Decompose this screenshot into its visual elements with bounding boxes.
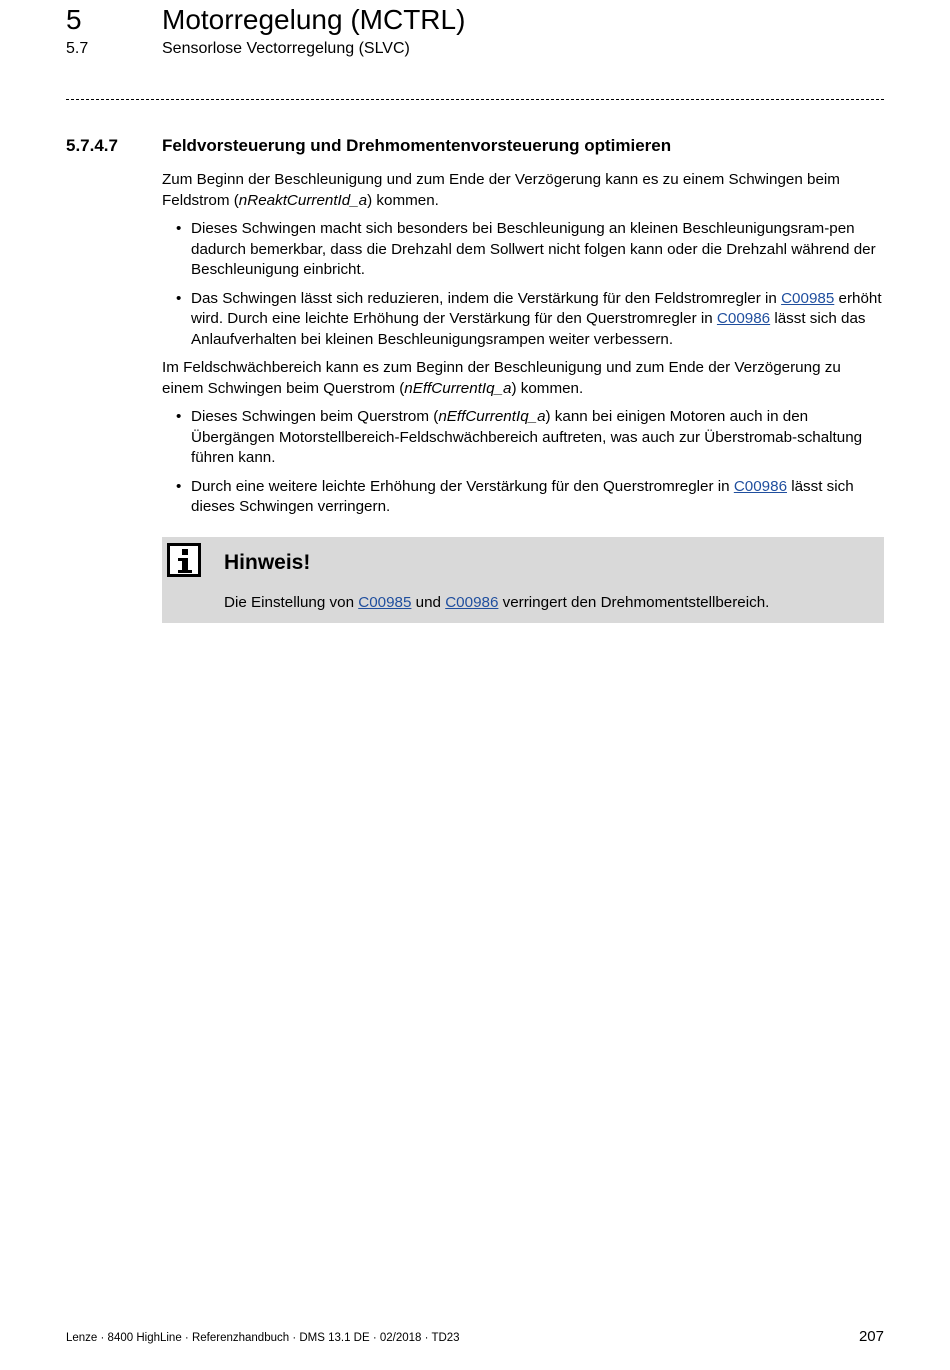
- section-number: 5.7: [66, 40, 89, 57]
- text-run: Die Einstellung von: [224, 594, 359, 611]
- link-c00985[interactable]: C00985: [358, 594, 412, 611]
- text-run: Dieses Schwingen beim Querstrom (: [191, 408, 439, 425]
- text-run: ) kann bei einigen Motoren auch in den Übergängen Motorstellbereich-Feldschwächbereich auftreten, was auch zur Überstromab-schaltung führen kann.: [191, 408, 863, 466]
- note-title: Hinweis!: [224, 551, 311, 574]
- chapter-number: 5: [66, 4, 82, 35]
- link-c00986[interactable]: C00986: [716, 310, 771, 327]
- list-item: [162, 477, 886, 518]
- text-run: ) kommen.: [511, 379, 584, 397]
- list-item: [162, 289, 886, 351]
- note-box: [162, 537, 884, 623]
- chapter-title: Motorregelung (MCTRL): [162, 4, 466, 35]
- paragraph-field-current: [162, 170, 886, 211]
- link-c00986[interactable]: C00986: [733, 477, 788, 495]
- text-run: Dieses Schwingen macht sich besonders bei Beschleunigung an kleinen Beschleunigungsram-pen dadurch bemerkbar, dass die Drehzahl dem Sollwert nicht folgen kann oder die Drehzahl während der Beschleunigung einbricht.: [191, 220, 876, 278]
- body-text: [162, 170, 886, 526]
- variable-name: nEffCurrentIq_a: [438, 408, 546, 425]
- text-run: Durch eine weitere leichte Erhöhung der Verstärkung für den Querstromregler in: [191, 477, 734, 495]
- bullet-list-field-current: [162, 219, 886, 350]
- text-run: Zum Beginn der Beschleunigung und zum Ende der Verzögerung kann es zu einem Schwingen beim Feldstrom (: [162, 171, 840, 209]
- text-run: lässt sich das Anlaufverhalten bei kleinen Beschleunigungsrampen weiter verbessern.: [191, 310, 866, 348]
- subsection-number: 5.7.4.7: [66, 136, 118, 155]
- subsection-title: Feldvorsteuerung und Drehmomentenvorsteuerung optimieren: [162, 136, 672, 155]
- variable-name: nReaktCurrentId_a: [238, 191, 368, 209]
- bullet: •: [176, 289, 182, 307]
- text-run: und: [411, 594, 446, 611]
- text-run: Im Feldschwächbereich kann es zum Beginn der Beschleunigung und zum Ende der Verzögerung zu einem Schwingen beim Querstrom (: [162, 359, 841, 397]
- link-c00985[interactable]: C00985: [781, 289, 835, 307]
- link-c00986[interactable]: C00986: [445, 594, 499, 611]
- list-item: [162, 407, 886, 469]
- bullet: •: [176, 220, 182, 237]
- section-title: Sensorlose Vectorregelung (SLVC): [162, 40, 410, 57]
- header-divider: [66, 99, 884, 100]
- info-icon: [167, 543, 201, 577]
- footer-text: Lenze · 8400 HighLine · Referenzhandbuch · DMS 13.1 DE · 02/2018 · TD23: [66, 1332, 460, 1344]
- text-run: lässt sich dieses Schwingen verringern.: [191, 477, 854, 515]
- variable-name: nEffCurrentIq_a: [404, 379, 512, 397]
- bullet: •: [176, 408, 182, 425]
- text-run: ) kommen.: [367, 191, 439, 209]
- text-run: verringert den Drehmomentstellbereich.: [498, 594, 770, 611]
- text-run: erhöht wird. Durch eine leichte Erhöhung der Verstärkung für den Querstromregler in: [191, 289, 882, 327]
- bullet: •: [176, 477, 182, 495]
- bullet-list-cross-current: [162, 407, 886, 518]
- list-item: [162, 219, 886, 281]
- paragraph-cross-current: [162, 358, 886, 399]
- text-run: Das Schwingen lässt sich reduzieren, indem die Verstärkung für den Feldstromregler in: [191, 289, 782, 307]
- page-number: 207: [858, 1328, 884, 1345]
- note-text: [224, 593, 769, 613]
